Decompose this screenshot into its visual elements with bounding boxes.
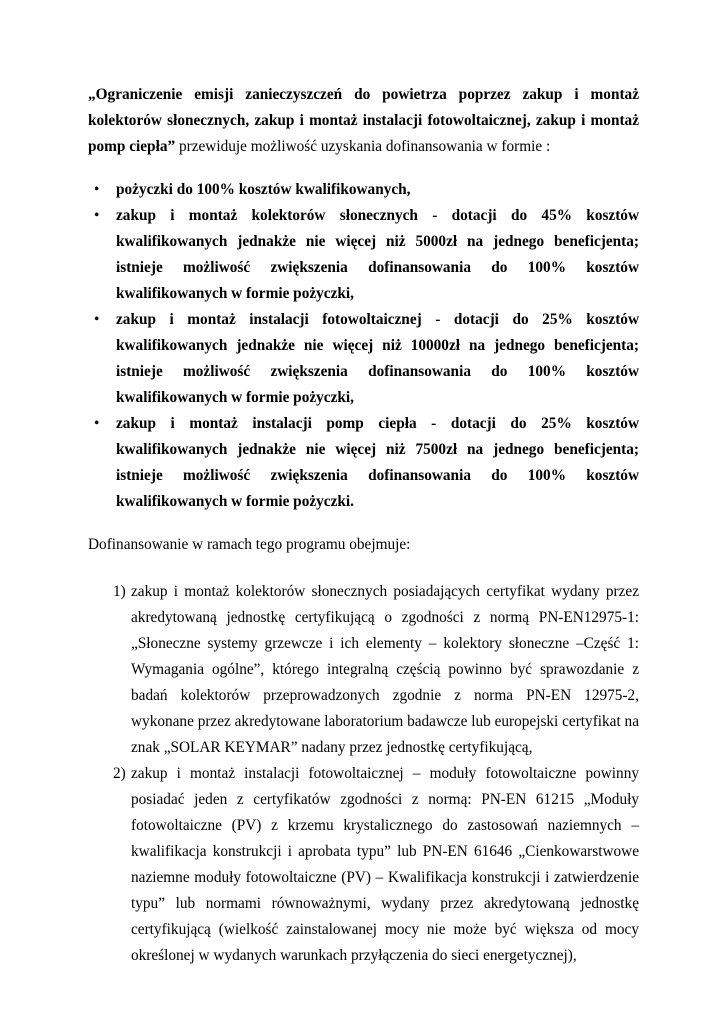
list-item [94,411,639,515]
document-page [88,82,639,969]
bullet-marker: • [94,207,100,224]
program-title: „Ograniczenie emisji zanieczyszczeń do powietrza poprzez zakup i montaż kolektorów słonecznych, zakup i montaż instalacji fotowoltaicznej, zakup i montaż pomp ciepła” [88,86,639,155]
numbered-item-text: zakup i montaż instalacji fotowoltaicznej – moduły fotowoltaiczne powinny posiadać jeden z certyfikatów zgodności z normą: PN-EN 61215 „Moduły fotowoltaiczne (PV) z krzemu krystalicznego do zastosowań naziemnych – kwalifikacja konstrukcji i aprobata typu” lub PN-EN 61646 „Cienkowarstwowe naziemne moduły fotowoltaiczne (PV) – Kwalifikacja konstrukcji i zatwierdzenie typu” lub normami równoważnymi, wydany przez akredytowaną jednostkę certyfikującą (wielkość zainstalowanej mocy nie może być większa od mocy określonej w wydanych warunkach przyłączenia do sieci energetycznej), [131,765,639,964]
funding-forms-list [88,177,639,515]
scope-list [88,579,639,969]
intro-paragraph [88,82,639,160]
bullet-marker: • [94,181,100,198]
list-item-text: zakup i montaż instalacji pomp ciepła - dotacji do 25% kosztów kwalifikowanych jednakże nie więcej niż 7500zł na jednego beneficjenta; istnieje możliwość zwiększenia dofinansowania do 100% kosztów kwalifikowanych w formie pożyczki. [116,415,639,510]
bullet-marker: • [94,415,100,432]
list-item-text: pożyczki do 100% kosztów kwalifikowanych, [116,181,411,198]
intro-text: przewiduje możliwość uzyskania dofinansowania w formie : [178,138,551,155]
list-item-text: zakup i montaż kolektorów słonecznych - dotacji do 45% kosztów kwalifikowanych jednakże nie więcej niż 5000zł na jednego beneficjenta; istnieje możliwość zwiększenia dofinansowania do 100% kosztów kwalifikowanych w formie pożyczki, [116,207,639,302]
bullet-marker: • [94,311,100,328]
number-marker: 1) [113,583,126,600]
list-item [94,203,639,307]
number-marker: 2) [113,765,126,782]
list-item-text: zakup i montaż instalacji fotowoltaicznej - dotacji do 25% kosztów kwalifikowanych jednakże nie więcej niż 10000zł na jednego beneficjenta; istnieje możliwość zwiększenia dofinansowania do 100% kosztów kwalifikowanych w formie pożyczki, [116,311,639,406]
section-heading: Dofinansowanie w ramach tego programu obejmuje: [88,536,411,553]
list-item [94,307,639,411]
numbered-item [113,579,639,761]
numbered-item-text: zakup i montaż kolektorów słonecznych posiadających certyfikat wydany przez akredytowaną jednostkę certyfikującą o zgodności z normą PN-EN12975-1: „Słoneczne systemy grzewcze i ich elementy – kolektory słoneczne –Część 1: Wymagania ogólne”, którego integralną częścią powinno być sprawozdanie z badań kolektorów przeprowadzonych zgodnie z norma PN-EN 12975-2, wykonane przez akredytowane laboratorium badawcze lub europejski certyfikat na znak „SOLAR KEYMAR” nadany przez jednostkę certyfikującą, [131,583,639,756]
numbered-item [113,761,639,969]
list-item [94,177,639,203]
